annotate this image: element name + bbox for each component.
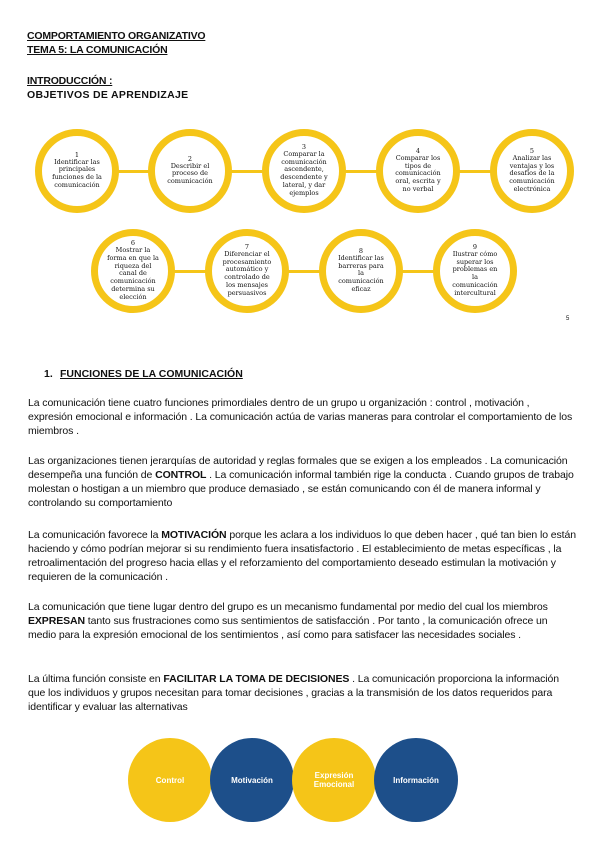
- objective-text: Comparar los tipos de comunicación oral, escrita y no verbal: [395, 153, 441, 193]
- objective-circle-2: [148, 129, 232, 213]
- section-title-text: FUNCIONES DE LA COMUNICACIÓN: [60, 368, 243, 380]
- function-label: Control: [155, 775, 185, 785]
- para-text: La última función consiste en: [28, 673, 164, 685]
- para-text: Las organizaciones tienen jerarquías de autoridad y reglas formales que se exigen a los empleados . La comunicación desempeña una función de: [28, 455, 568, 481]
- para-text: . La comunicación proporciona la información que los individuos y grupos necesitan para tomar decisiones , gracias a la transmisión de los datos requeridos para identificar y evaluar las alternativas: [28, 673, 559, 713]
- objective-text: Identificar las principales funciones de la comunicación: [52, 157, 102, 190]
- objective-text: Ilustrar cómo superar los problemas en la comunicación intercultural: [452, 249, 498, 297]
- para-text: . La comunicación informal también rige la conducta . Cuando grupos de trabajo molestan o hostigan a un miembro que produce demasiado , se están comunicando con él de manera informal y controlando su comportamiento: [28, 469, 574, 509]
- objective-text: Comparar la comunicación ascendente, descendente y lateral, y dar ejemplos: [280, 149, 328, 197]
- paragraph-4: [28, 600, 576, 642]
- para-text: porque les aclara a los individuos lo que deben hacer , qué tan bien lo están haciendo y cómo podrían mejorar si su rendimiento fuera insatisfactorio . El establecimiento de metas específicas , la retroalimentación del progreso hacia ellas y el reforzamiento del comportamiento deseado estimulan la motivación y requieren de la comunicación .: [28, 529, 576, 583]
- objective-number: 2: [187, 155, 193, 164]
- section-number: 1.: [44, 368, 53, 380]
- function-label: Motivación: [231, 775, 273, 785]
- topic-title: TEMA 5: LA COMUNICACIÓN: [27, 44, 168, 56]
- para-text: La comunicación favorece la: [28, 529, 162, 541]
- objective-circle-9: [433, 229, 517, 313]
- objective-number: 1: [74, 151, 80, 160]
- function-label: Expresión Emocional: [313, 771, 355, 789]
- objective-number: 5: [529, 147, 535, 156]
- section-title: [44, 368, 243, 380]
- connector: [455, 170, 495, 173]
- course-title: COMPORTAMIENTO ORGANIZATIVO: [27, 30, 206, 42]
- function-expresion-emocional: [292, 738, 376, 822]
- objective-number: 4: [415, 147, 421, 156]
- keyword-control: CONTROL: [155, 469, 207, 481]
- keyword-expresan: EXPRESAN: [28, 615, 85, 627]
- objective-circle-3: [262, 129, 346, 213]
- function-label: Información: [393, 775, 439, 785]
- para-text: La comunicación que tiene lugar dentro del grupo es un mecanismo fundamental por medio del cual los miembros: [28, 601, 548, 613]
- objective-circle-1: [35, 129, 119, 213]
- function-control: [128, 738, 212, 822]
- paragraph-1: La comunicación tiene cuatro funciones primordiales dentro de un grupo u organización : control , motivación , expresión emocional e información . La comunicación actúa de varias maneras para controlar el comportamiento de los miembros .: [28, 397, 573, 437]
- objective-text: Mostrar la forma en que la riqueza del canal de comunicación determina su elección: [107, 245, 159, 301]
- para-text: tanto sus frustraciones como sus sentimientos de satisfacción . Por tanto , la comunicación ofrece un medio para la expresión emocional de los sentimientos , así como para satisfacer las necesidades sociales .: [28, 615, 548, 641]
- objective-number: 6: [130, 239, 136, 248]
- keyword-decisiones: FACILITAR LA TOMA DE DECISIONES: [163, 673, 350, 685]
- objective-circle-4: [376, 129, 460, 213]
- objective-number: 9: [472, 243, 478, 252]
- function-informacion: [374, 738, 458, 822]
- paragraph-5: [28, 672, 576, 714]
- objective-circle-5: [490, 129, 574, 213]
- keyword-motivacion: MOTIVACIÓN: [161, 529, 227, 541]
- objective-text: Identificar las barreras para la comunicación eficaz: [338, 253, 384, 293]
- objective-number: 8: [358, 247, 364, 256]
- intro-heading: INTRODUCCIÓN :: [27, 75, 113, 87]
- objective-circle-6: [91, 229, 175, 313]
- slide-page-number: 5: [566, 316, 570, 322]
- objective-number: 3: [301, 143, 307, 152]
- objective-text: Diferenciar el procesamiento automático y controlado de los mensajes persuasivos: [222, 249, 272, 297]
- connector: [170, 270, 210, 273]
- connector: [340, 170, 380, 173]
- paragraph-2: [28, 454, 576, 510]
- objective-text: Describir el proceso de comunicación: [167, 161, 213, 186]
- objective-text: Analizar las ventajas y los desafíos de la comunicación electrónica: [509, 153, 555, 193]
- paragraph-3: [28, 528, 576, 584]
- objectives-heading: OBJETIVOS DE APRENDIZAJE: [27, 89, 189, 101]
- function-motivacion: [210, 738, 294, 822]
- objective-circle-8: [319, 229, 403, 313]
- objective-circle-7: [205, 229, 289, 313]
- objective-number: 7: [244, 243, 250, 252]
